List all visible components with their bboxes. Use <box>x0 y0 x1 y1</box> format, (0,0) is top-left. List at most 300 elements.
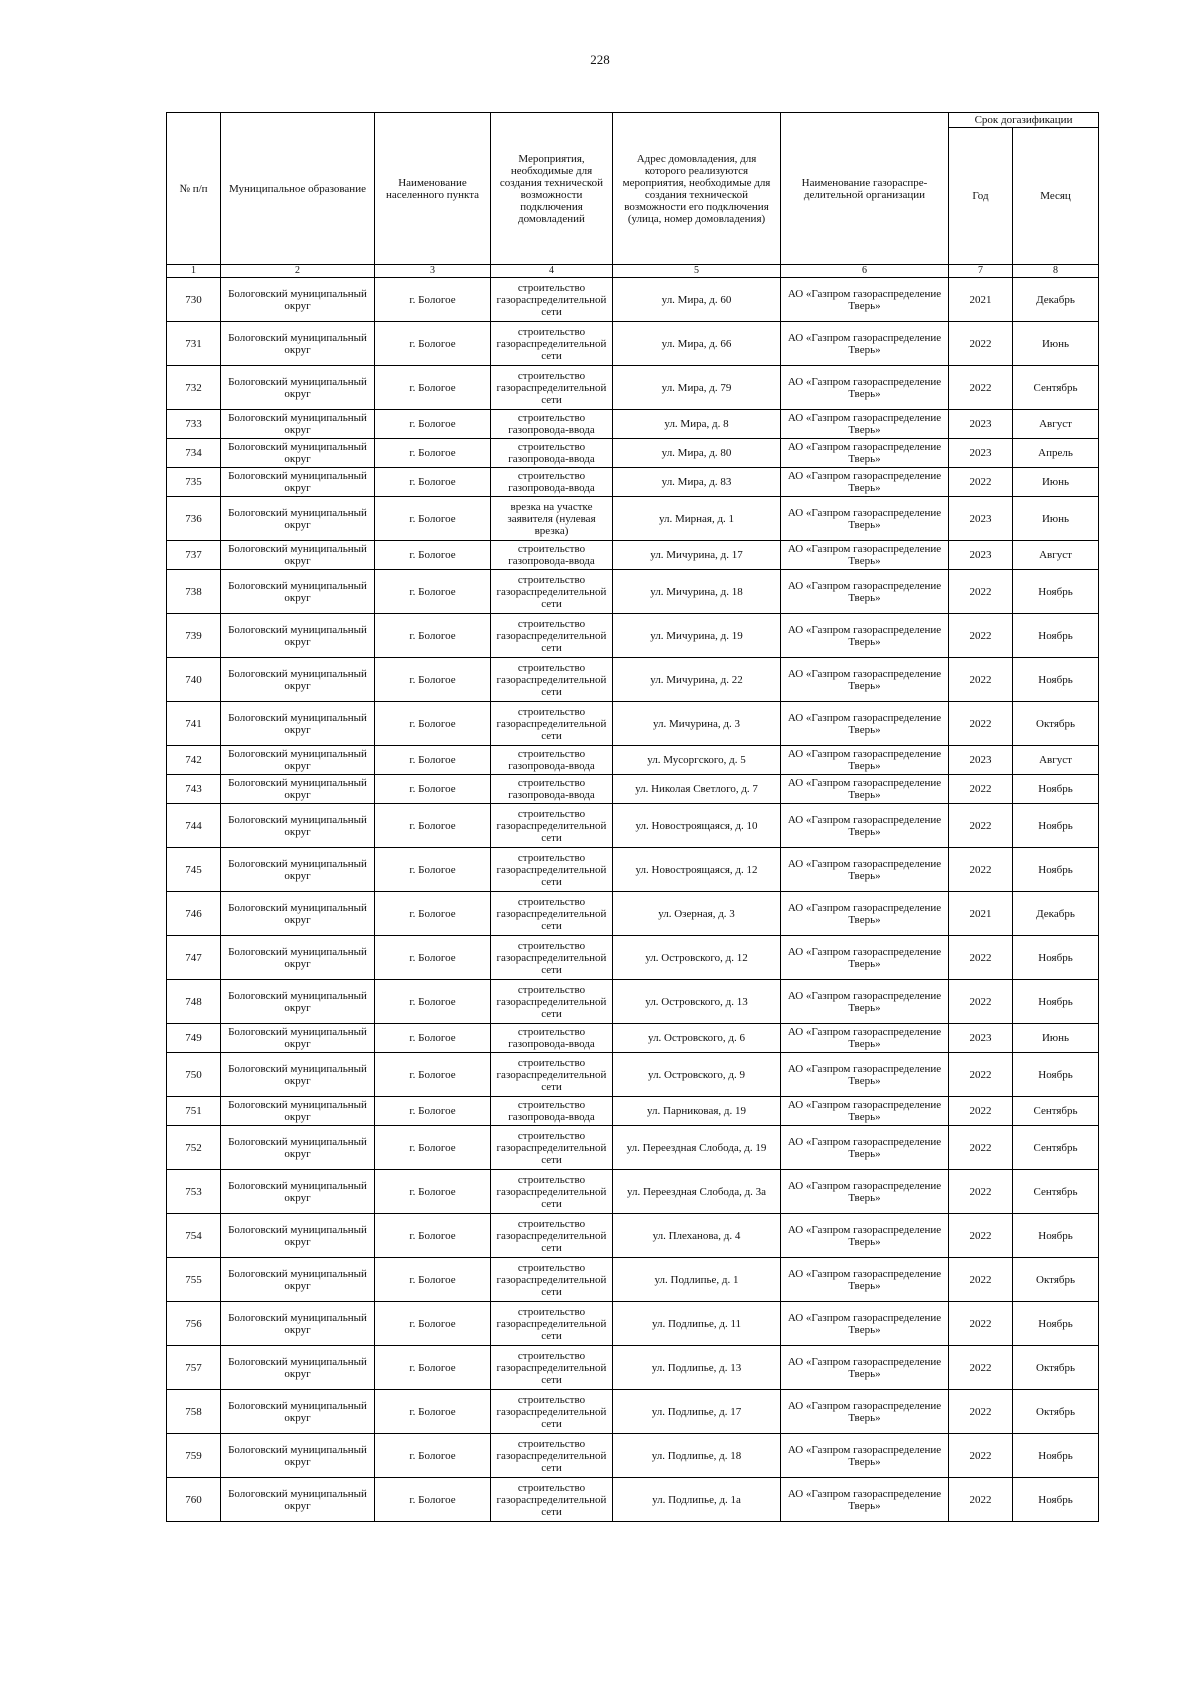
row-number-cell: 747 <box>167 936 221 980</box>
month-cell: Июнь <box>1013 468 1099 497</box>
month-cell: Ноябрь <box>1013 980 1099 1024</box>
gas-org-cell: АО «Газпром газораспределение Тверь» <box>781 1170 949 1214</box>
municipality-cell: Бологовский муниципальный округ <box>221 322 375 366</box>
activity-cell: строительство газораспределительной сети <box>491 366 613 410</box>
table-row <box>167 541 1099 570</box>
address-cell: ул. Парниковая, д. 19 <box>613 1097 781 1126</box>
gas-org-cell: АО «Газпром газораспределение Тверь» <box>781 892 949 936</box>
gas-org-cell: АО «Газпром газораспределение Тверь» <box>781 570 949 614</box>
header-municipality: Муниципальное образование <box>221 113 375 265</box>
address-cell: ул. Мира, д. 66 <box>613 322 781 366</box>
table-row <box>167 410 1099 439</box>
month-cell: Ноябрь <box>1013 804 1099 848</box>
row-number-cell: 731 <box>167 322 221 366</box>
gas-org-cell: АО «Газпром газораспределение Тверь» <box>781 658 949 702</box>
municipality-cell: Бологовский муниципальный округ <box>221 1097 375 1126</box>
address-cell: ул. Подлипье, д. 1 <box>613 1258 781 1302</box>
table-row <box>167 775 1099 804</box>
address-cell: ул. Мичурина, д. 22 <box>613 658 781 702</box>
gas-org-cell: АО «Газпром газораспределение Тверь» <box>781 278 949 322</box>
table-row <box>167 366 1099 410</box>
address-cell: ул. Островского, д. 13 <box>613 980 781 1024</box>
month-cell: Август <box>1013 410 1099 439</box>
row-number-cell: 739 <box>167 614 221 658</box>
activity-cell: строительство газораспределительной сети <box>491 1302 613 1346</box>
locality-cell: г. Бологое <box>375 980 491 1024</box>
municipality-cell: Бологовский муниципальный округ <box>221 278 375 322</box>
activity-cell: строительство газораспределительной сети <box>491 702 613 746</box>
activity-cell: строительство газопровода-ввода <box>491 1024 613 1053</box>
address-cell: ул. Мичурина, д. 18 <box>613 570 781 614</box>
column-number-cell: 5 <box>613 265 781 278</box>
column-number-cell: 8 <box>1013 265 1099 278</box>
municipality-cell: Бологовский муниципальный округ <box>221 702 375 746</box>
month-cell: Декабрь <box>1013 278 1099 322</box>
row-number-cell: 752 <box>167 1126 221 1170</box>
gas-org-cell: АО «Газпром газораспределение Тверь» <box>781 366 949 410</box>
locality-cell: г. Бологое <box>375 936 491 980</box>
locality-cell: г. Бологое <box>375 1258 491 1302</box>
activity-cell: строительство газопровода-ввода <box>491 541 613 570</box>
year-cell: 2022 <box>949 702 1013 746</box>
month-cell: Ноябрь <box>1013 936 1099 980</box>
locality-cell: г. Бологое <box>375 278 491 322</box>
row-number-cell: 742 <box>167 746 221 775</box>
month-cell: Ноябрь <box>1013 658 1099 702</box>
municipality-cell: Бологовский муниципальный округ <box>221 746 375 775</box>
municipality-cell: Бологовский муниципальный округ <box>221 439 375 468</box>
gas-org-cell: АО «Газпром газораспределение Тверь» <box>781 1478 949 1522</box>
column-number-row <box>167 265 1099 278</box>
gas-org-cell: АО «Газпром газораспределение Тверь» <box>781 1214 949 1258</box>
year-cell: 2021 <box>949 892 1013 936</box>
header-num: № п/п <box>167 113 221 265</box>
address-cell: ул. Подлипье, д. 17 <box>613 1390 781 1434</box>
gas-org-cell: АО «Газпром газораспределение Тверь» <box>781 775 949 804</box>
locality-cell: г. Бологое <box>375 1024 491 1053</box>
locality-cell: г. Бологое <box>375 614 491 658</box>
month-cell: Ноябрь <box>1013 614 1099 658</box>
column-number-cell: 7 <box>949 265 1013 278</box>
municipality-cell: Бологовский муниципальный округ <box>221 468 375 497</box>
row-number-cell: 741 <box>167 702 221 746</box>
locality-cell: г. Бологое <box>375 497 491 541</box>
year-cell: 2022 <box>949 1170 1013 1214</box>
year-cell: 2023 <box>949 497 1013 541</box>
gas-org-cell: АО «Газпром газораспределение Тверь» <box>781 1097 949 1126</box>
header-locality: Наименование населенного пункта <box>375 113 491 265</box>
activity-cell: строительство газораспределительной сети <box>491 1478 613 1522</box>
month-cell: Август <box>1013 541 1099 570</box>
table-row <box>167 1346 1099 1390</box>
year-cell: 2022 <box>949 1346 1013 1390</box>
locality-cell: г. Бологое <box>375 775 491 804</box>
locality-cell: г. Бологое <box>375 848 491 892</box>
activity-cell: строительство газораспределительной сети <box>491 936 613 980</box>
activity-cell: строительство газораспределительной сети <box>491 892 613 936</box>
locality-cell: г. Бологое <box>375 439 491 468</box>
year-cell: 2022 <box>949 1214 1013 1258</box>
municipality-cell: Бологовский муниципальный округ <box>221 1126 375 1170</box>
table-row <box>167 804 1099 848</box>
activity-cell: строительство газопровода-ввода <box>491 775 613 804</box>
table-row <box>167 1024 1099 1053</box>
year-cell: 2023 <box>949 746 1013 775</box>
address-cell: ул. Островского, д. 9 <box>613 1053 781 1097</box>
address-cell: ул. Мичурина, д. 17 <box>613 541 781 570</box>
table-row <box>167 936 1099 980</box>
month-cell: Октябрь <box>1013 1390 1099 1434</box>
activity-cell: строительство газораспределительной сети <box>491 1346 613 1390</box>
activity-cell: строительство газораспределительной сети <box>491 1390 613 1434</box>
address-cell: ул. Мира, д. 79 <box>613 366 781 410</box>
table-row <box>167 570 1099 614</box>
gas-org-cell: АО «Газпром газораспределение Тверь» <box>781 936 949 980</box>
table-row <box>167 468 1099 497</box>
year-cell: 2023 <box>949 410 1013 439</box>
locality-cell: г. Бологое <box>375 746 491 775</box>
year-cell: 2022 <box>949 658 1013 702</box>
column-number-cell: 1 <box>167 265 221 278</box>
row-number-cell: 734 <box>167 439 221 468</box>
locality-cell: г. Бологое <box>375 1302 491 1346</box>
row-number-cell: 740 <box>167 658 221 702</box>
address-cell: ул. Подлипье, д. 18 <box>613 1434 781 1478</box>
row-number-cell: 732 <box>167 366 221 410</box>
month-cell: Октябрь <box>1013 702 1099 746</box>
address-cell: ул. Островского, д. 6 <box>613 1024 781 1053</box>
table-row <box>167 746 1099 775</box>
month-cell: Октябрь <box>1013 1258 1099 1302</box>
activity-cell: строительство газораспределительной сети <box>491 804 613 848</box>
month-cell: Декабрь <box>1013 892 1099 936</box>
month-cell: Сентябрь <box>1013 1126 1099 1170</box>
table-row <box>167 278 1099 322</box>
header-month: Месяц <box>1013 128 1099 265</box>
locality-cell: г. Бологое <box>375 1434 491 1478</box>
address-cell: ул. Озерная, д. 3 <box>613 892 781 936</box>
gas-org-cell: АО «Газпром газораспределение Тверь» <box>781 322 949 366</box>
gas-org-cell: АО «Газпром газораспределение Тверь» <box>781 848 949 892</box>
municipality-cell: Бологовский муниципальный округ <box>221 804 375 848</box>
address-cell: ул. Новостроящаяся, д. 12 <box>613 848 781 892</box>
table-row <box>167 1170 1099 1214</box>
month-cell: Сентябрь <box>1013 1170 1099 1214</box>
year-cell: 2023 <box>949 439 1013 468</box>
row-number-cell: 736 <box>167 497 221 541</box>
activity-cell: строительство газораспределительной сети <box>491 570 613 614</box>
table-row <box>167 439 1099 468</box>
row-number-cell: 754 <box>167 1214 221 1258</box>
municipality-cell: Бологовский муниципальный округ <box>221 892 375 936</box>
municipality-cell: Бологовский муниципальный округ <box>221 658 375 702</box>
month-cell: Ноябрь <box>1013 1302 1099 1346</box>
year-cell: 2022 <box>949 1478 1013 1522</box>
municipality-cell: Бологовский муниципальный округ <box>221 936 375 980</box>
month-cell: Июнь <box>1013 322 1099 366</box>
activity-cell: строительство газопровода-ввода <box>491 1097 613 1126</box>
gas-org-cell: АО «Газпром газораспределение Тверь» <box>781 439 949 468</box>
municipality-cell: Бологовский муниципальный округ <box>221 1434 375 1478</box>
page-number: 228 <box>590 52 610 67</box>
row-number-cell: 743 <box>167 775 221 804</box>
address-cell: ул. Переездная Слобода, д. 3а <box>613 1170 781 1214</box>
address-cell: ул. Мира, д. 80 <box>613 439 781 468</box>
month-cell: Ноябрь <box>1013 848 1099 892</box>
address-cell: ул. Мира, д. 8 <box>613 410 781 439</box>
row-number-cell: 733 <box>167 410 221 439</box>
activity-cell: строительство газораспределительной сети <box>491 1214 613 1258</box>
row-number-cell: 756 <box>167 1302 221 1346</box>
locality-cell: г. Бологое <box>375 1126 491 1170</box>
year-cell: 2022 <box>949 1434 1013 1478</box>
address-cell: ул. Мусоргского, д. 5 <box>613 746 781 775</box>
address-cell: ул. Подлипье, д. 1а <box>613 1478 781 1522</box>
municipality-cell: Бологовский муниципальный округ <box>221 1053 375 1097</box>
month-cell: Сентябрь <box>1013 366 1099 410</box>
year-cell: 2022 <box>949 775 1013 804</box>
header-address: Адрес домовладения, для которого реализуются мероприятия, необходимые для создания технической возможности его подключения (улица, номер домовладения) <box>613 113 781 265</box>
table-row <box>167 702 1099 746</box>
gas-org-cell: АО «Газпром газораспределение Тверь» <box>781 1258 949 1302</box>
municipality-cell: Бологовский муниципальный округ <box>221 410 375 439</box>
table-row <box>167 658 1099 702</box>
row-number-cell: 744 <box>167 804 221 848</box>
row-number-cell: 748 <box>167 980 221 1024</box>
municipality-cell: Бологовский муниципальный округ <box>221 1170 375 1214</box>
table-row <box>167 1302 1099 1346</box>
month-cell: Июнь <box>1013 1024 1099 1053</box>
municipality-cell: Бологовский муниципальный округ <box>221 366 375 410</box>
header-activity: Мероприятия, необходимые для создания технической возможности подключения домовладений <box>491 113 613 265</box>
locality-cell: г. Бологое <box>375 1097 491 1126</box>
activity-cell: строительство газораспределительной сети <box>491 1126 613 1170</box>
month-cell: Сентябрь <box>1013 1097 1099 1126</box>
month-cell: Июнь <box>1013 497 1099 541</box>
row-number-cell: 737 <box>167 541 221 570</box>
gas-org-cell: АО «Газпром газораспределение Тверь» <box>781 1024 949 1053</box>
row-number-cell: 750 <box>167 1053 221 1097</box>
column-number-cell: 3 <box>375 265 491 278</box>
gas-org-cell: АО «Газпром газораспределение Тверь» <box>781 1126 949 1170</box>
gas-org-cell: АО «Газпром газораспределение Тверь» <box>781 1390 949 1434</box>
column-number-cell: 4 <box>491 265 613 278</box>
activity-cell: строительство газораспределительной сети <box>491 980 613 1024</box>
row-number-cell: 759 <box>167 1434 221 1478</box>
municipality-cell: Бологовский муниципальный округ <box>221 1302 375 1346</box>
year-cell: 2022 <box>949 570 1013 614</box>
municipality-cell: Бологовский муниципальный округ <box>221 1024 375 1053</box>
locality-cell: г. Бологое <box>375 1346 491 1390</box>
municipality-cell: Бологовский муниципальный округ <box>221 848 375 892</box>
address-cell: ул. Мира, д. 60 <box>613 278 781 322</box>
municipality-cell: Бологовский муниципальный округ <box>221 1478 375 1522</box>
address-cell: ул. Подлипье, д. 11 <box>613 1302 781 1346</box>
table-row <box>167 1214 1099 1258</box>
activity-cell: строительство газораспределительной сети <box>491 1170 613 1214</box>
month-cell: Август <box>1013 746 1099 775</box>
year-cell: 2022 <box>949 1258 1013 1302</box>
month-cell: Октябрь <box>1013 1346 1099 1390</box>
row-number-cell: 753 <box>167 1170 221 1214</box>
column-number-cell: 2 <box>221 265 375 278</box>
table-row <box>167 497 1099 541</box>
table-row <box>167 980 1099 1024</box>
year-cell: 2022 <box>949 1302 1013 1346</box>
table-body <box>167 278 1099 1522</box>
locality-cell: г. Бологое <box>375 1170 491 1214</box>
gas-org-cell: АО «Газпром газораспределение Тверь» <box>781 702 949 746</box>
municipality-cell: Бологовский муниципальный округ <box>221 614 375 658</box>
activity-cell: строительство газораспределительной сети <box>491 614 613 658</box>
activity-cell: строительство газопровода-ввода <box>491 746 613 775</box>
year-cell: 2022 <box>949 1097 1013 1126</box>
row-number-cell: 760 <box>167 1478 221 1522</box>
locality-cell: г. Бологое <box>375 541 491 570</box>
gas-org-cell: АО «Газпром газораспределение Тверь» <box>781 746 949 775</box>
municipality-cell: Бологовский муниципальный округ <box>221 497 375 541</box>
month-cell: Ноябрь <box>1013 1478 1099 1522</box>
locality-cell: г. Бологое <box>375 1214 491 1258</box>
table-row <box>167 1258 1099 1302</box>
address-cell: ул. Мирная, д. 1 <box>613 497 781 541</box>
locality-cell: г. Бологое <box>375 1478 491 1522</box>
year-cell: 2022 <box>949 1126 1013 1170</box>
year-cell: 2022 <box>949 322 1013 366</box>
gas-org-cell: АО «Газпром газораспределение Тверь» <box>781 468 949 497</box>
header-deadline: Срок догазификации <box>949 113 1099 128</box>
table-row <box>167 848 1099 892</box>
locality-cell: г. Бологое <box>375 1053 491 1097</box>
activity-cell: строительство газораспределительной сети <box>491 658 613 702</box>
locality-cell: г. Бологое <box>375 892 491 936</box>
table-row <box>167 1097 1099 1126</box>
column-number-cell: 6 <box>781 265 949 278</box>
year-cell: 2021 <box>949 278 1013 322</box>
month-cell: Ноябрь <box>1013 1053 1099 1097</box>
row-number-cell: 730 <box>167 278 221 322</box>
gas-org-cell: АО «Газпром газораспределение Тверь» <box>781 614 949 658</box>
row-number-cell: 751 <box>167 1097 221 1126</box>
activity-cell: строительство газораспределительной сети <box>491 1434 613 1478</box>
row-number-cell: 745 <box>167 848 221 892</box>
gas-org-cell: АО «Газпром газораспределение Тверь» <box>781 1053 949 1097</box>
address-cell: ул. Подлипье, д. 13 <box>613 1346 781 1390</box>
year-cell: 2022 <box>949 366 1013 410</box>
month-cell: Ноябрь <box>1013 775 1099 804</box>
locality-cell: г. Бологое <box>375 658 491 702</box>
year-cell: 2023 <box>949 541 1013 570</box>
year-cell: 2022 <box>949 804 1013 848</box>
gas-org-cell: АО «Газпром газораспределение Тверь» <box>781 1302 949 1346</box>
activity-cell: строительство газораспределительной сети <box>491 322 613 366</box>
year-cell: 2022 <box>949 614 1013 658</box>
row-number-cell: 746 <box>167 892 221 936</box>
table-row <box>167 322 1099 366</box>
table-row <box>167 1434 1099 1478</box>
municipality-cell: Бологовский муниципальный округ <box>221 1258 375 1302</box>
activity-cell: врезка на участке заявителя (нулевая врезка) <box>491 497 613 541</box>
locality-cell: г. Бологое <box>375 570 491 614</box>
activity-cell: строительство газопровода-ввода <box>491 439 613 468</box>
row-number-cell: 755 <box>167 1258 221 1302</box>
locality-cell: г. Бологое <box>375 366 491 410</box>
gas-org-cell: АО «Газпром газораспределение Тверь» <box>781 1434 949 1478</box>
year-cell: 2022 <box>949 848 1013 892</box>
table-row <box>167 1478 1099 1522</box>
row-number-cell: 757 <box>167 1346 221 1390</box>
table-row <box>167 892 1099 936</box>
municipality-cell: Бологовский муниципальный округ <box>221 980 375 1024</box>
locality-cell: г. Бологое <box>375 322 491 366</box>
year-cell: 2022 <box>949 1390 1013 1434</box>
address-cell: ул. Николая Светлого, д. 7 <box>613 775 781 804</box>
header-gas-org: Наименование газораспре-делительной организации <box>781 113 949 265</box>
header-year: Год <box>949 128 1013 265</box>
locality-cell: г. Бологое <box>375 468 491 497</box>
row-number-cell: 758 <box>167 1390 221 1434</box>
municipality-cell: Бологовский муниципальный округ <box>221 1390 375 1434</box>
locality-cell: г. Бологое <box>375 804 491 848</box>
year-cell: 2023 <box>949 1024 1013 1053</box>
table-row <box>167 1390 1099 1434</box>
municipality-cell: Бологовский муниципальный округ <box>221 1214 375 1258</box>
row-number-cell: 735 <box>167 468 221 497</box>
table-row <box>167 614 1099 658</box>
locality-cell: г. Бологое <box>375 410 491 439</box>
municipality-cell: Бологовский муниципальный округ <box>221 775 375 804</box>
locality-cell: г. Бологое <box>375 702 491 746</box>
municipality-cell: Бологовский муниципальный округ <box>221 541 375 570</box>
address-cell: ул. Островского, д. 12 <box>613 936 781 980</box>
activity-cell: строительство газораспределительной сети <box>491 1053 613 1097</box>
municipality-cell: Бологовский муниципальный округ <box>221 1346 375 1390</box>
month-cell: Ноябрь <box>1013 1434 1099 1478</box>
gas-org-cell: АО «Газпром газораспределение Тверь» <box>781 980 949 1024</box>
address-cell: ул. Мира, д. 83 <box>613 468 781 497</box>
gas-org-cell: АО «Газпром газораспределение Тверь» <box>781 1346 949 1390</box>
activity-cell: строительство газораспределительной сети <box>491 848 613 892</box>
month-cell: Ноябрь <box>1013 570 1099 614</box>
gas-org-cell: АО «Газпром газораспределение Тверь» <box>781 497 949 541</box>
address-cell: ул. Новостроящаяся, д. 10 <box>613 804 781 848</box>
year-cell: 2022 <box>949 1053 1013 1097</box>
gas-org-cell: АО «Газпром газораспределение Тверь» <box>781 804 949 848</box>
year-cell: 2022 <box>949 936 1013 980</box>
locality-cell: г. Бологое <box>375 1390 491 1434</box>
activity-cell: строительство газопровода-ввода <box>491 468 613 497</box>
activity-cell: строительство газопровода-ввода <box>491 410 613 439</box>
table-row <box>167 1053 1099 1097</box>
row-number-cell: 749 <box>167 1024 221 1053</box>
year-cell: 2022 <box>949 468 1013 497</box>
gasification-table <box>166 112 1099 1522</box>
municipality-cell: Бологовский муниципальный округ <box>221 570 375 614</box>
address-cell: ул. Переездная Слобода, д. 19 <box>613 1126 781 1170</box>
activity-cell: строительство газораспределительной сети <box>491 1258 613 1302</box>
gas-org-cell: АО «Газпром газораспределение Тверь» <box>781 410 949 439</box>
month-cell: Апрель <box>1013 439 1099 468</box>
year-cell: 2022 <box>949 980 1013 1024</box>
gas-org-cell: АО «Газпром газораспределение Тверь» <box>781 541 949 570</box>
address-cell: ул. Мичурина, д. 19 <box>613 614 781 658</box>
address-cell: ул. Плеханова, д. 4 <box>613 1214 781 1258</box>
month-cell: Ноябрь <box>1013 1214 1099 1258</box>
row-number-cell: 738 <box>167 570 221 614</box>
activity-cell: строительство газораспределительной сети <box>491 278 613 322</box>
table-row <box>167 1126 1099 1170</box>
address-cell: ул. Мичурина, д. 3 <box>613 702 781 746</box>
